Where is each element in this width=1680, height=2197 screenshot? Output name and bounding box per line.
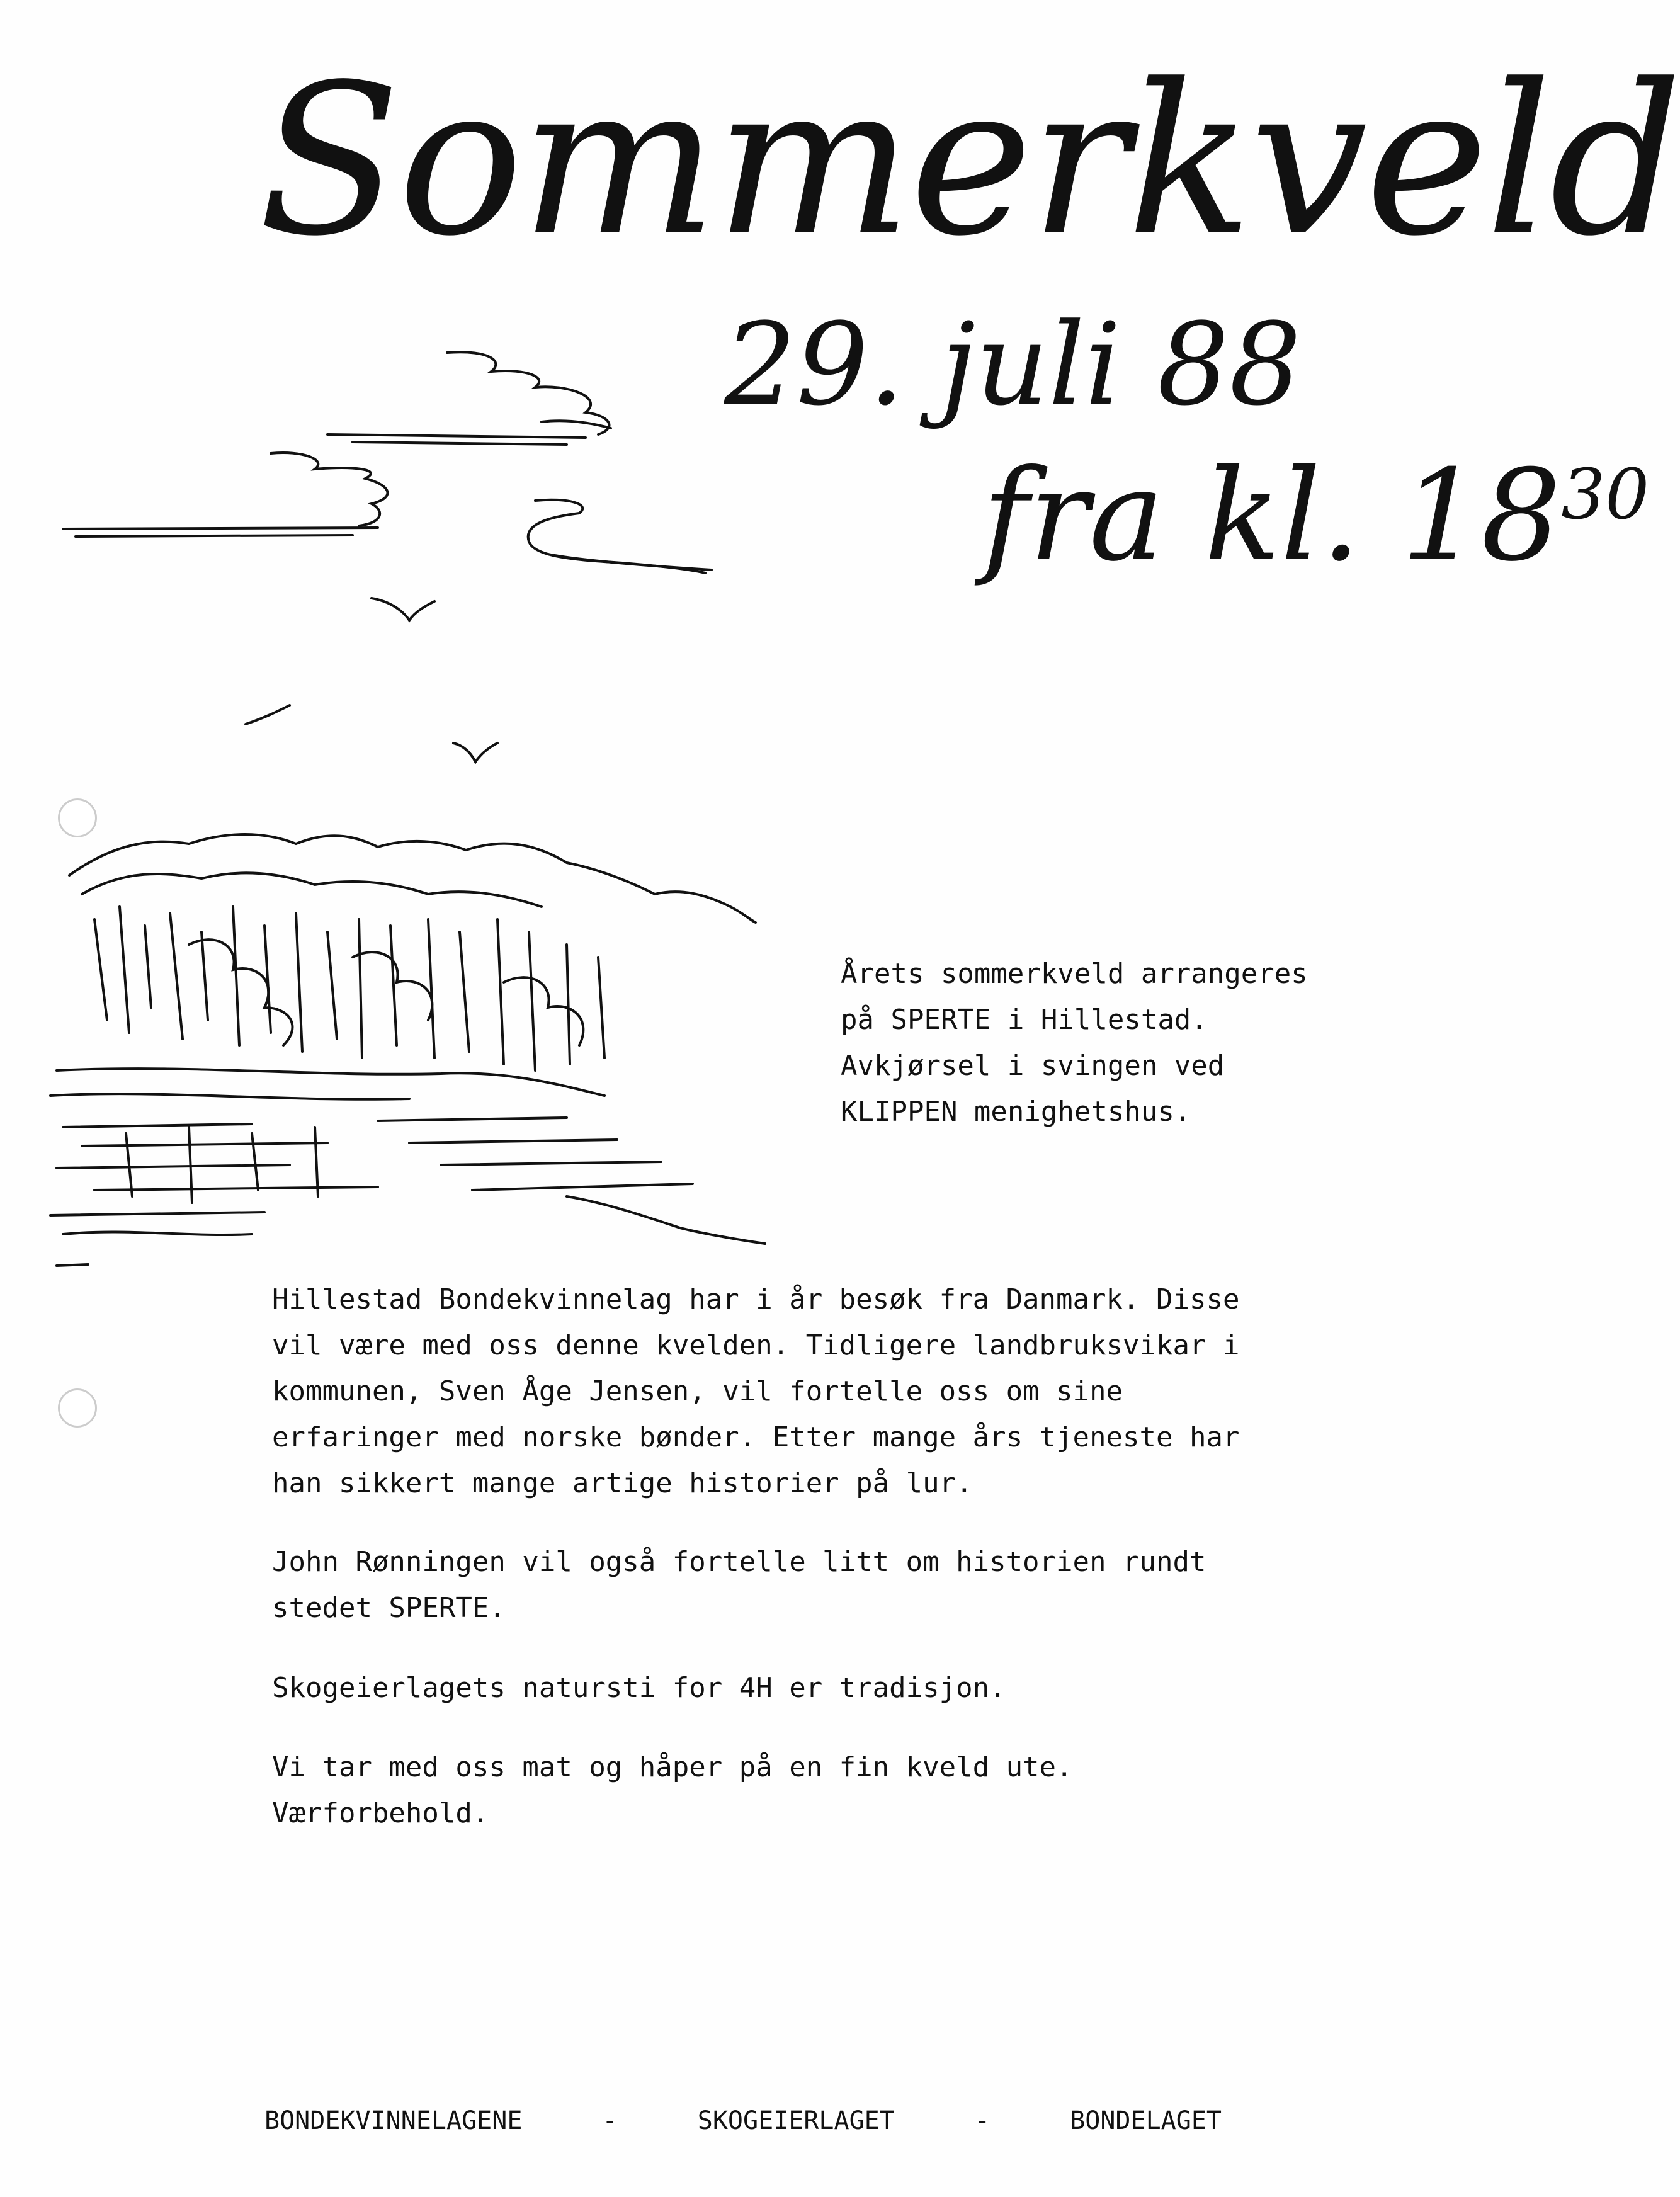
paragraph-line: Vi tar med oss mat og håper på en fin kveld ute.: [272, 1751, 1073, 1783]
page-title: Sommerkveld: [258, 40, 1680, 281]
paragraph-line: Værforbehold.: [272, 1797, 489, 1829]
paragraph-line: vil være med oss denne kvelden. Tidligere landbruksvikar i: [272, 1329, 1240, 1361]
intro-text: [841, 951, 1308, 1135]
paragraph-line: han sikkert mange artige historier på lur.: [272, 1467, 973, 1499]
footer-separator: -: [974, 2106, 990, 2135]
paragraph-line: Skogeierlagets natursti for 4H er tradisjon.: [272, 1672, 1006, 1704]
event-time-minutes: 30: [1561, 454, 1650, 535]
paragraph-visitors: [272, 1276, 1239, 1506]
intro-line: Årets sommerkveld arrangeres: [841, 958, 1308, 990]
intro-line: KLIPPEN menighetshus.: [841, 1096, 1191, 1128]
paragraph-line: kommunen, Sven Åge Jensen, vil fortelle oss om sine: [272, 1375, 1123, 1407]
paragraph-nature-trail: [272, 1665, 1006, 1711]
footer-organizers: [264, 2106, 1222, 2135]
paragraph-line: stedet SPERTE.: [272, 1592, 506, 1624]
event-date: 29. juli 88: [724, 299, 1302, 431]
paragraph-history: [272, 1539, 1206, 1631]
organizer-skogeierlaget: SKOGEIERLAGET: [697, 2106, 895, 2135]
event-time-prefix: fra kl. 18: [982, 443, 1562, 589]
paragraph-food: [272, 1744, 1073, 1836]
paragraph-line: Hillestad Bondekvinnelag har i år besøk fra Danmark. Disse: [272, 1283, 1240, 1315]
footer-separator: -: [602, 2106, 618, 2135]
organizer-bondelaget: BONDELAGET: [1070, 2106, 1222, 2135]
paragraph-line: erfaringer med norske bønder. Etter mange års tjeneste har: [272, 1421, 1240, 1453]
intro-line: på SPERTE i Hillestad.: [841, 1004, 1208, 1036]
paragraph-line: John Rønningen vil også fortelle litt om historien rundt: [272, 1546, 1206, 1578]
intro-line: Avkjørsel i svingen ved: [841, 1050, 1225, 1082]
organizer-bondekvinnelagene: BONDEKVINNELAGENE: [264, 2106, 523, 2135]
